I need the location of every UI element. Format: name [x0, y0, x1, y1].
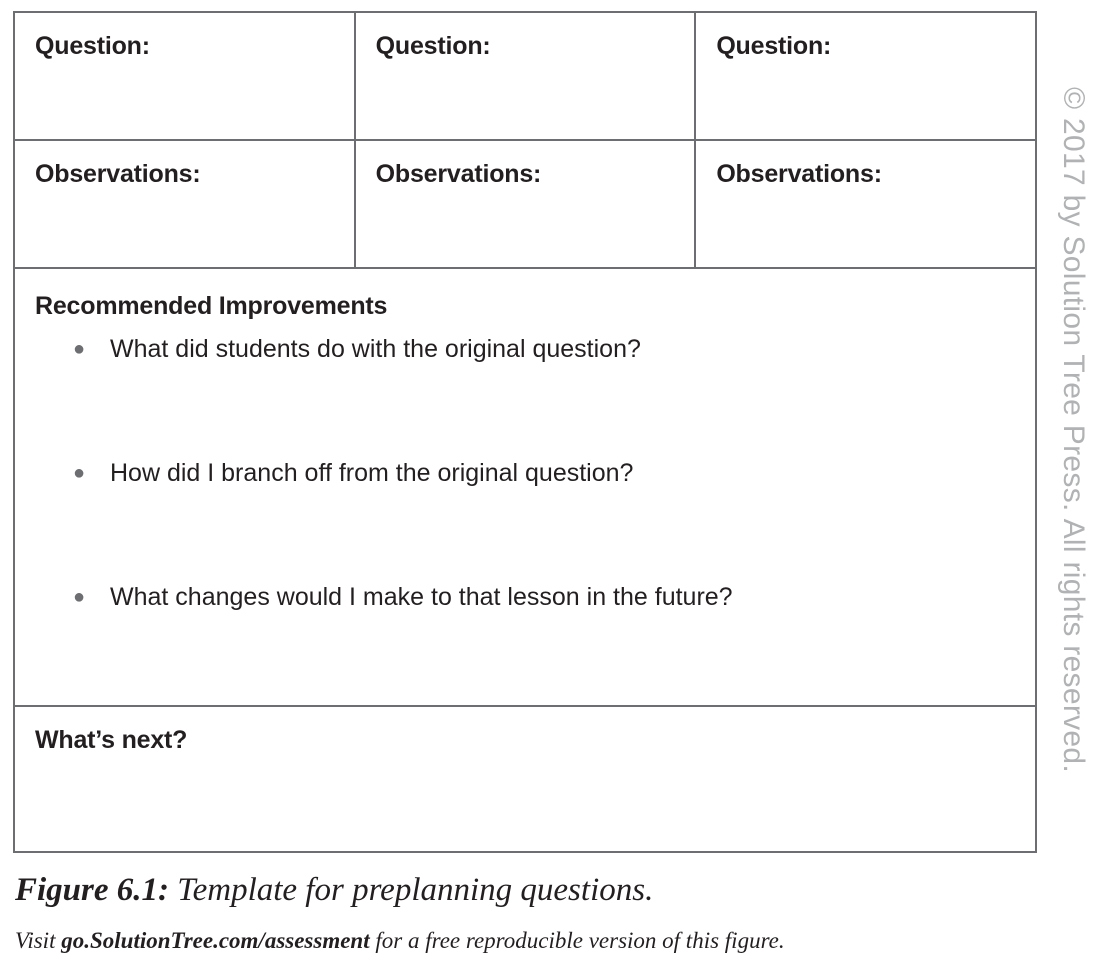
observations-cell-2 — [355, 140, 696, 268]
list-item — [15, 331, 1035, 455]
question-label: Question: — [716, 32, 832, 60]
copyright-notice: © 2017 by Solution Tree Press. All rights reserved. — [1057, 86, 1090, 774]
reproducible-link[interactable]: go.SolutionTree.com/assessment — [61, 928, 370, 953]
recommended-improvements-heading: Recommended Improvements — [35, 292, 388, 320]
question-cell-2 — [355, 12, 696, 140]
prompt-text: How did I branch off from the original question? — [110, 459, 634, 487]
visit-prefix: Visit — [15, 928, 56, 953]
preplanning-template-table — [13, 11, 1037, 853]
bullet-icon: ● — [73, 462, 86, 484]
question-cell-3 — [695, 12, 1036, 140]
observations-label: Observations: — [35, 160, 201, 188]
list-item — [15, 455, 1035, 579]
figure-title: Template for preplanning questions. — [177, 872, 654, 908]
question-label: Question: — [375, 32, 491, 60]
figure-number: Figure 6.1: — [15, 872, 170, 908]
observations-cell-1 — [14, 140, 355, 268]
prompt-text: What changes would I make to that lesson in the future? — [110, 583, 733, 611]
whats-next-label: What’s next? — [35, 726, 188, 754]
bullet-icon: ● — [73, 338, 86, 360]
observations-label: Observations: — [375, 160, 542, 188]
figure-caption — [15, 872, 653, 909]
prompt-text: What did students do with the original question? — [110, 335, 641, 363]
reproducible-note — [15, 928, 785, 954]
observations-cell-3 — [695, 140, 1036, 268]
question-label: Question: — [35, 32, 150, 60]
question-cell-1 — [14, 12, 355, 140]
whats-next-cell — [14, 706, 1036, 852]
improvement-prompt-list — [15, 331, 1035, 703]
bullet-icon: ● — [73, 586, 86, 608]
visit-suffix: for a free reproducible version of this figure. — [375, 928, 785, 953]
list-item — [15, 579, 1035, 703]
recommended-improvements-cell — [14, 268, 1036, 706]
observations-label: Observations: — [716, 160, 882, 188]
